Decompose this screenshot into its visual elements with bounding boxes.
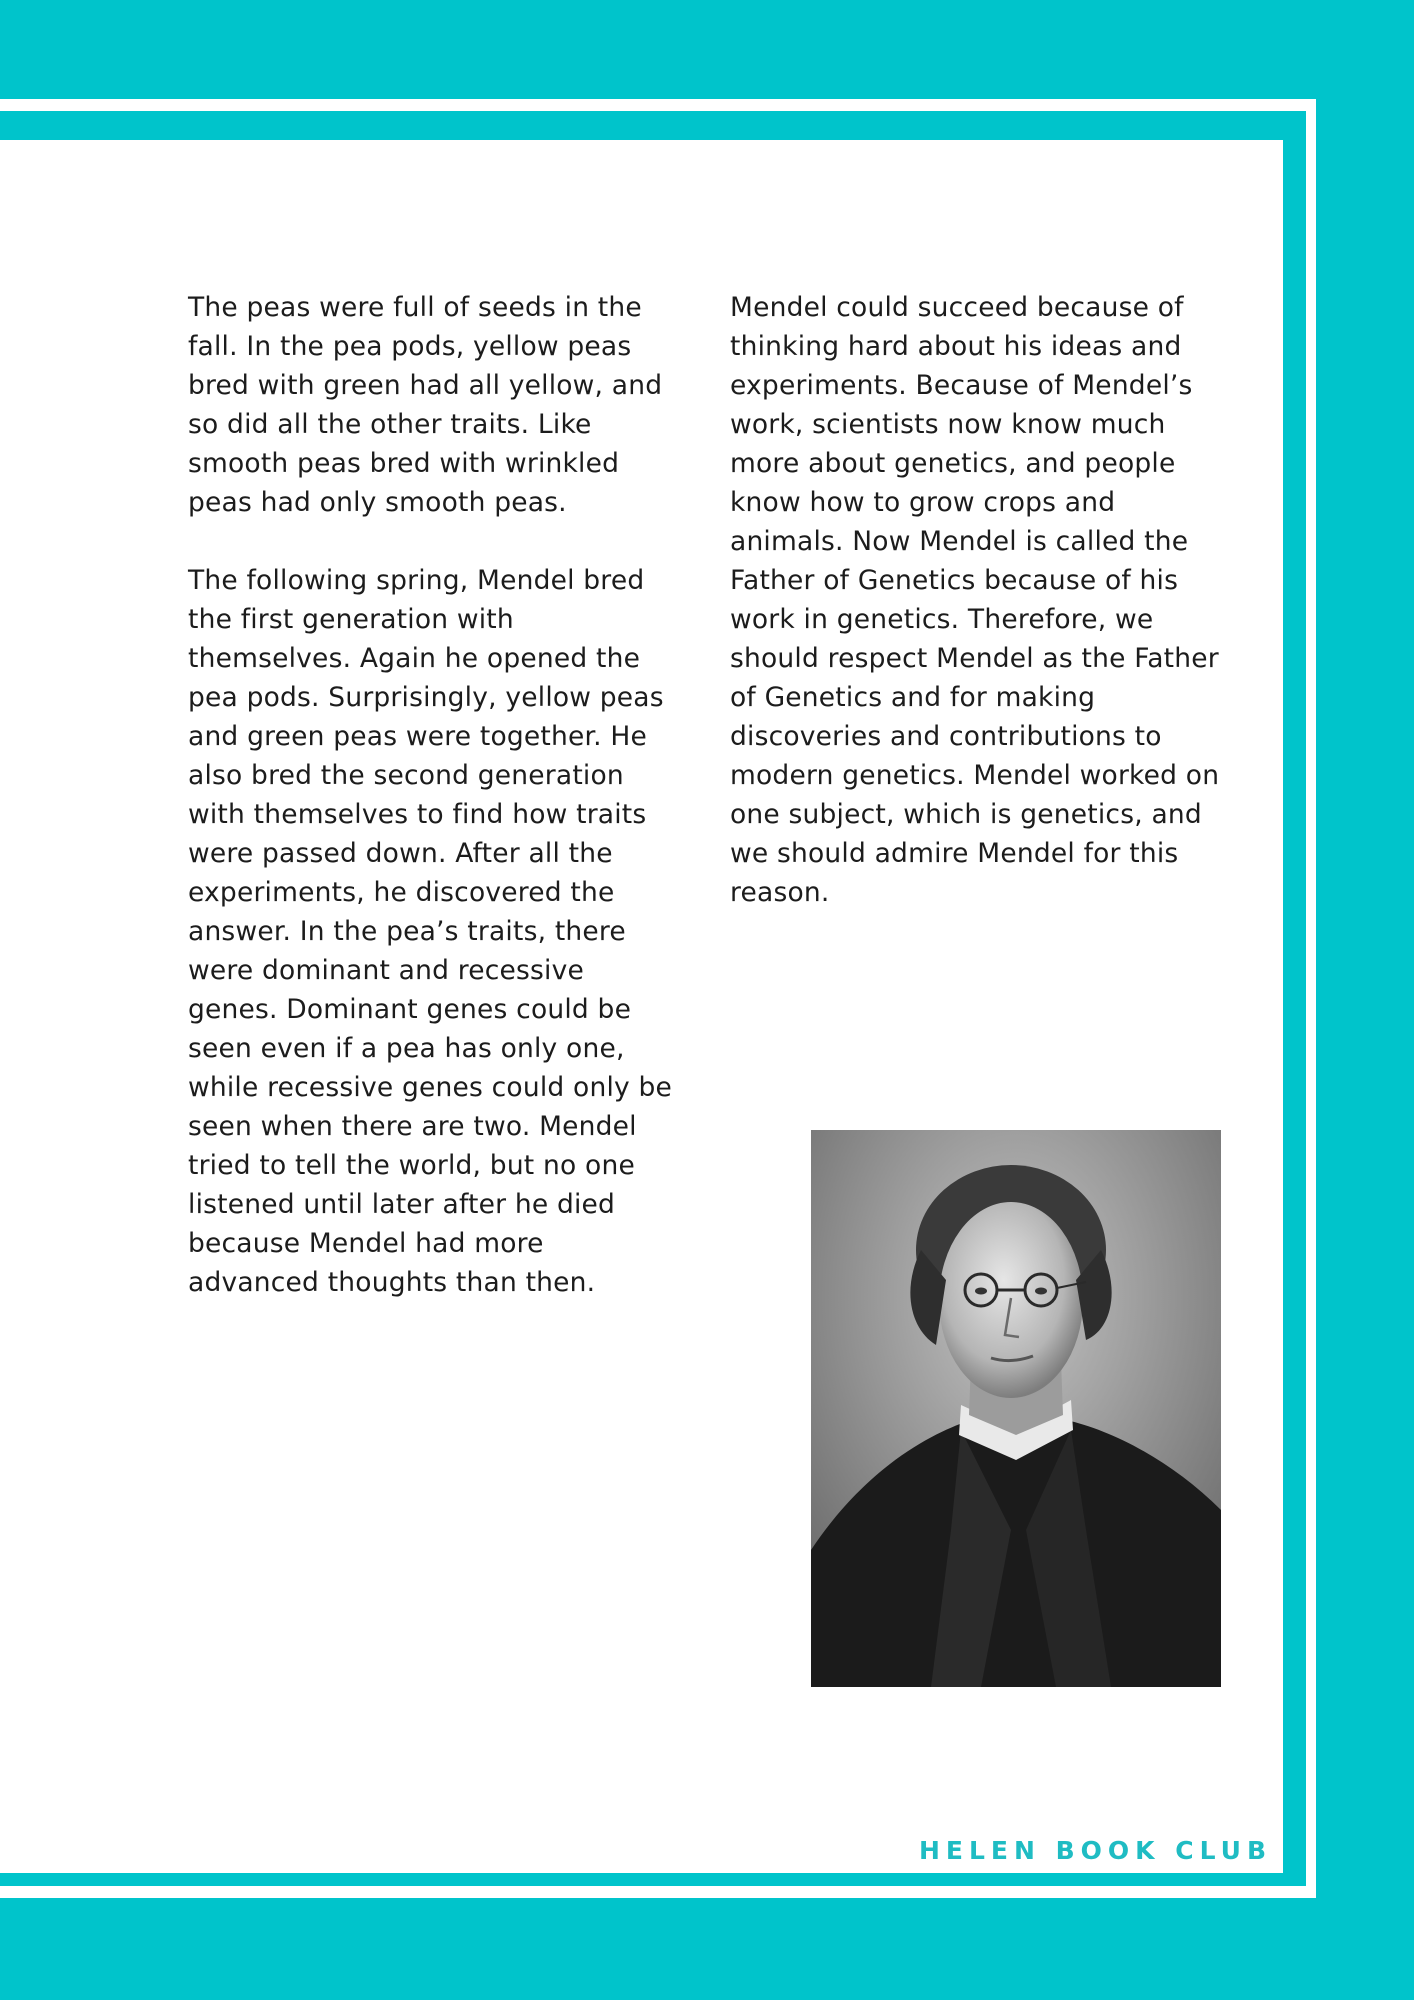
left-text-column [188,288,678,1341]
footer-club-name: HELEN BOOK CLUB [918,1836,1272,1865]
left-paragraph-2: The following spring, Mendel bred the first generation with themselves. Again he opened the pea pods. Surprisingly, yellow peas and green peas were together. He also bred the second generation with themselves to find how traits were passed down. After all the experiments, he discovered the answer. In the pea’s traits, there were dominant and recessive genes. Dominant genes could be seen even if a pea has only one, while recessive genes could only be seen when there are two. Mendel tried to tell the world, but no one listened until later after he died because Mendel had more advanced thoughts than then. [188,565,673,1298]
right-text-column [730,288,1235,951]
mendel-portrait-photo [811,1130,1221,1687]
left-paragraph-1: The peas were full of seeds in the fall. In the pea pods, yellow peas bred with green had all yellow, and so did all the other traits. Like smooth peas bred with wrinkled peas had only smooth peas. [188,292,663,518]
right-paragraph-1: Mendel could succeed because of thinking hard about his ideas and experiments. Because of Mendel’s work, scientists now know much more about genetics, and people know how to grow crops and animals. Now Mendel is called the Father of Genetics because of his work in genetics. Therefore, we should respect Mendel as the Father of Genetics and for making discoveries and contributions to modern genetics. Mendel worked on one subject, which is genetics, and we should admire Mendel for this reason. [730,292,1220,908]
